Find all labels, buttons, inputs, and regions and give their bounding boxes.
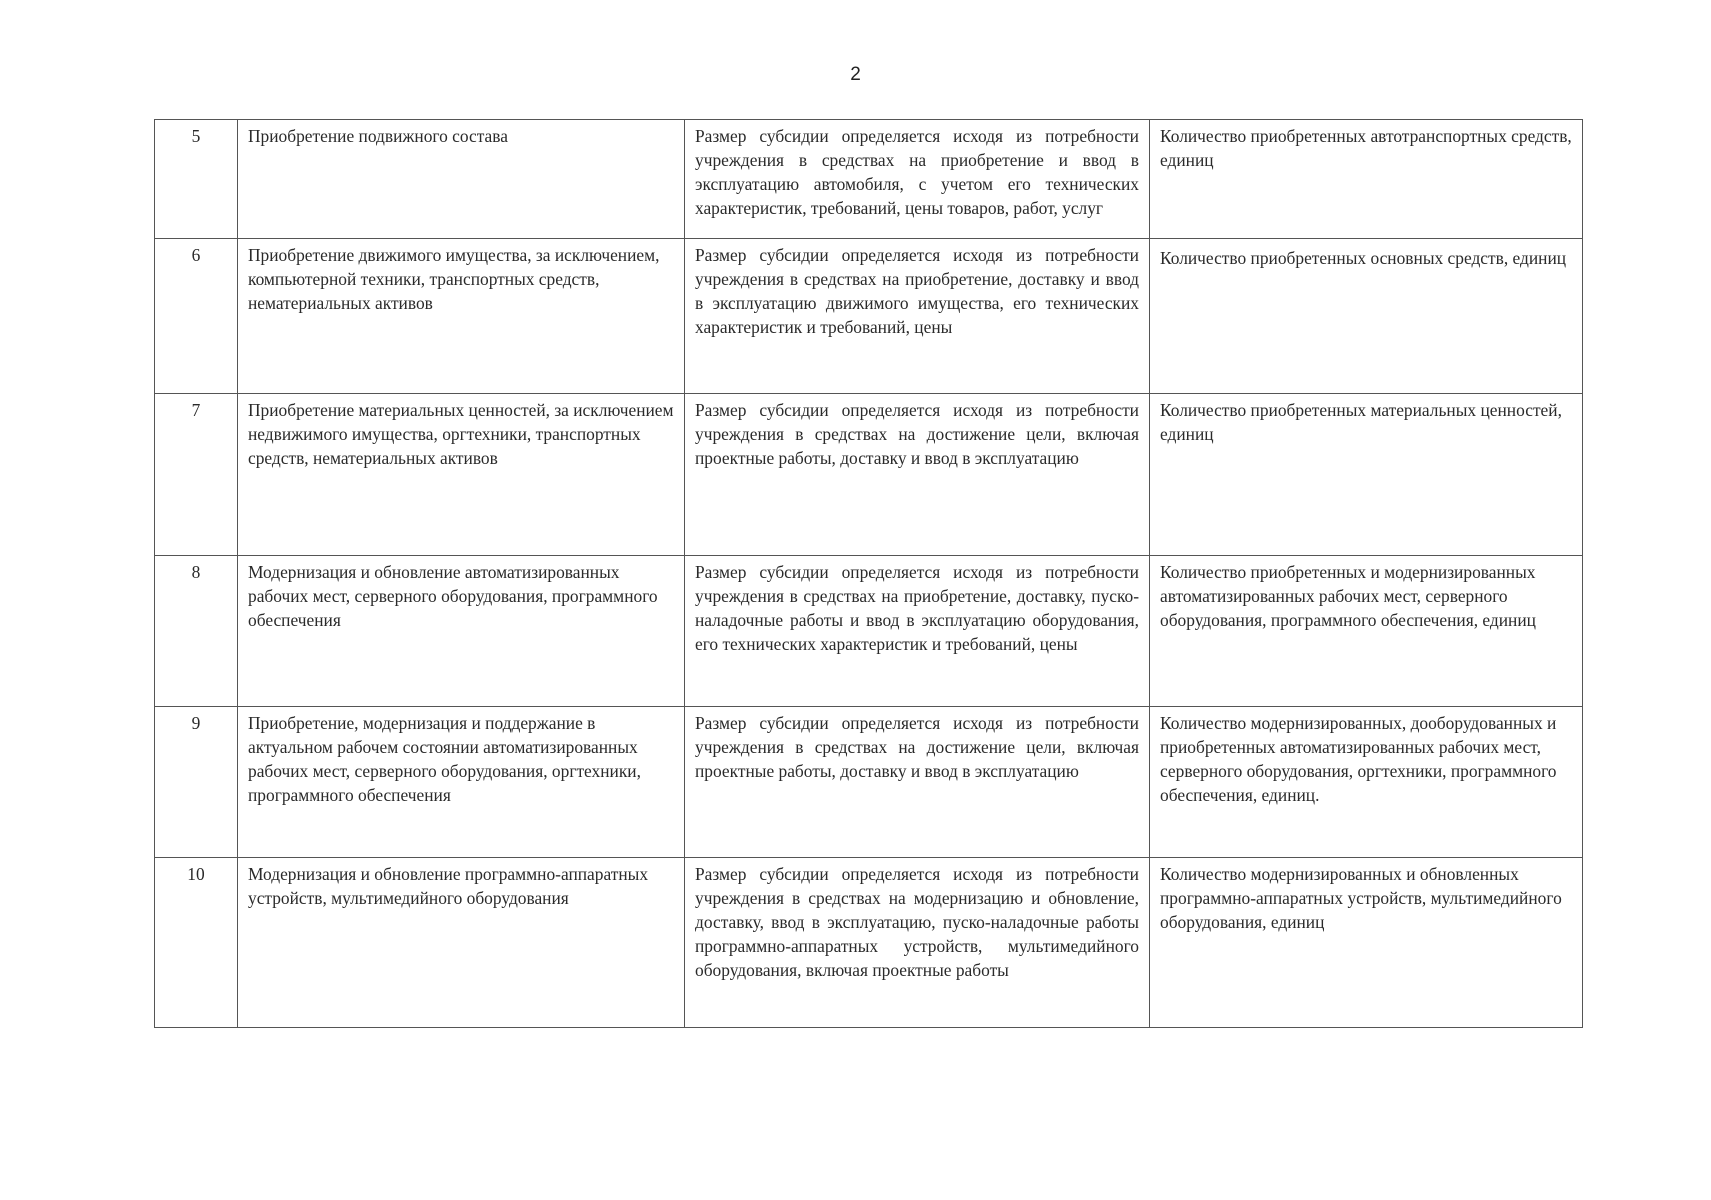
table-row bbox=[155, 858, 1583, 1028]
row-name: Модернизация и обновление автоматизированных рабочих мест, серверного оборудования, программного обеспечения bbox=[248, 562, 658, 630]
row-number: 10 bbox=[187, 864, 205, 884]
row-name: Приобретение движимого имущества, за исключением, компьютерной техники, транспортных средств, нематериальных активов bbox=[248, 245, 660, 313]
row-name-cell bbox=[238, 556, 685, 707]
row-number: 5 bbox=[191, 126, 201, 146]
row-size-cell bbox=[685, 858, 1150, 1028]
row-number-cell bbox=[155, 556, 238, 707]
row-number-cell bbox=[155, 707, 238, 858]
row-size-cell bbox=[685, 394, 1150, 556]
table-row bbox=[155, 120, 1583, 239]
row-size-cell bbox=[685, 239, 1150, 394]
row-size-cell bbox=[685, 707, 1150, 858]
row-indicator: Количество модернизированных и обновленных программно-аппаратных устройств, мультимедийного оборудования, единиц bbox=[1160, 864, 1562, 932]
row-indicator: Количество модернизированных, дооборудованных и приобретенных автоматизированных рабочих мест, серверного оборудования, оргтехники, программного обеспечения, единиц. bbox=[1160, 713, 1557, 805]
row-indicator: Количество приобретенных материальных ценностей, единиц bbox=[1160, 400, 1562, 444]
row-name-cell bbox=[238, 707, 685, 858]
row-name-cell bbox=[238, 858, 685, 1028]
row-size: Размер субсидии определяется исходя из потребности учреждения в средствах на модернизацию и обновление, доставку, ввод в эксплуатацию, пуско-наладочные работы программно-аппаратных устройств, мультимедийного оборудования, включая проектные работы bbox=[695, 864, 1139, 980]
row-name-cell bbox=[238, 120, 685, 239]
row-size-cell bbox=[685, 120, 1150, 239]
page-number: 2 bbox=[850, 64, 861, 85]
row-indicator-cell bbox=[1150, 858, 1583, 1028]
row-number-cell bbox=[155, 120, 238, 239]
row-name-cell bbox=[238, 394, 685, 556]
row-indicator-cell bbox=[1150, 394, 1583, 556]
row-indicator: Количество приобретенных автотранспортных средств, единиц bbox=[1160, 126, 1572, 170]
row-indicator-cell bbox=[1150, 120, 1583, 239]
row-number: 6 bbox=[191, 245, 201, 265]
row-number: 8 bbox=[191, 562, 201, 582]
row-size: Размер субсидии определяется исходя из потребности учреждения в средствах на достижение цели, включая проектные работы, доставку и ввод в эксплуатацию bbox=[695, 713, 1139, 781]
row-indicator-cell bbox=[1150, 707, 1583, 858]
row-number-cell bbox=[155, 239, 238, 394]
row-number-cell bbox=[155, 394, 238, 556]
table-row bbox=[155, 394, 1583, 556]
row-indicator: Количество приобретенных и модернизированных автоматизированных рабочих мест, серверного оборудования, программного обеспечения, единиц bbox=[1160, 562, 1536, 630]
row-number: 9 bbox=[191, 713, 201, 733]
row-name: Приобретение, модернизация и поддержание в актуальном рабочем состоянии автоматизированных рабочих мест, серверного оборудования, оргтехники, программного обеспечения bbox=[248, 713, 641, 805]
row-indicator-cell bbox=[1150, 556, 1583, 707]
row-name: Приобретение подвижного состава bbox=[248, 126, 508, 146]
subsidy-table bbox=[154, 119, 1583, 1028]
row-name: Модернизация и обновление программно-аппаратных устройств, мультимедийного оборудования bbox=[248, 864, 649, 908]
row-indicator-cell bbox=[1150, 239, 1583, 394]
row-name-cell bbox=[238, 239, 685, 394]
table-row bbox=[155, 239, 1583, 394]
table-row bbox=[155, 707, 1583, 858]
row-size: Размер субсидии определяется исходя из потребности учреждения в средствах на достижение цели, включая проектные работы, доставку и ввод в эксплуатацию bbox=[695, 400, 1139, 468]
row-size-cell bbox=[685, 556, 1150, 707]
row-name: Приобретение материальных ценностей, за исключением недвижимого имущества, оргтехники, транспортных средств, нематериальных активов bbox=[248, 400, 674, 468]
row-size: Размер субсидии определяется исходя из потребности учреждения в средствах на приобретение и ввод в эксплуатацию автомобиля, с учетом его технических характеристик, требований, цены товаров, работ, услуг bbox=[695, 126, 1139, 218]
table-row bbox=[155, 556, 1583, 707]
row-number: 7 bbox=[191, 400, 201, 420]
row-size: Размер субсидии определяется исходя из потребности учреждения в средствах на приобретение, доставку и ввод в эксплуатацию движимого имущества, его технических характеристик и требований, цены bbox=[695, 245, 1139, 337]
row-indicator: Количество приобретенных основных средств, единиц bbox=[1160, 248, 1567, 268]
row-size: Размер субсидии определяется исходя из потребности учреждения в средствах на приобретение, доставку, пуско-наладочные работы и ввод в эксплуатацию оборудования, его технических характеристик и требований, цены bbox=[695, 562, 1139, 654]
row-number-cell bbox=[155, 858, 238, 1028]
